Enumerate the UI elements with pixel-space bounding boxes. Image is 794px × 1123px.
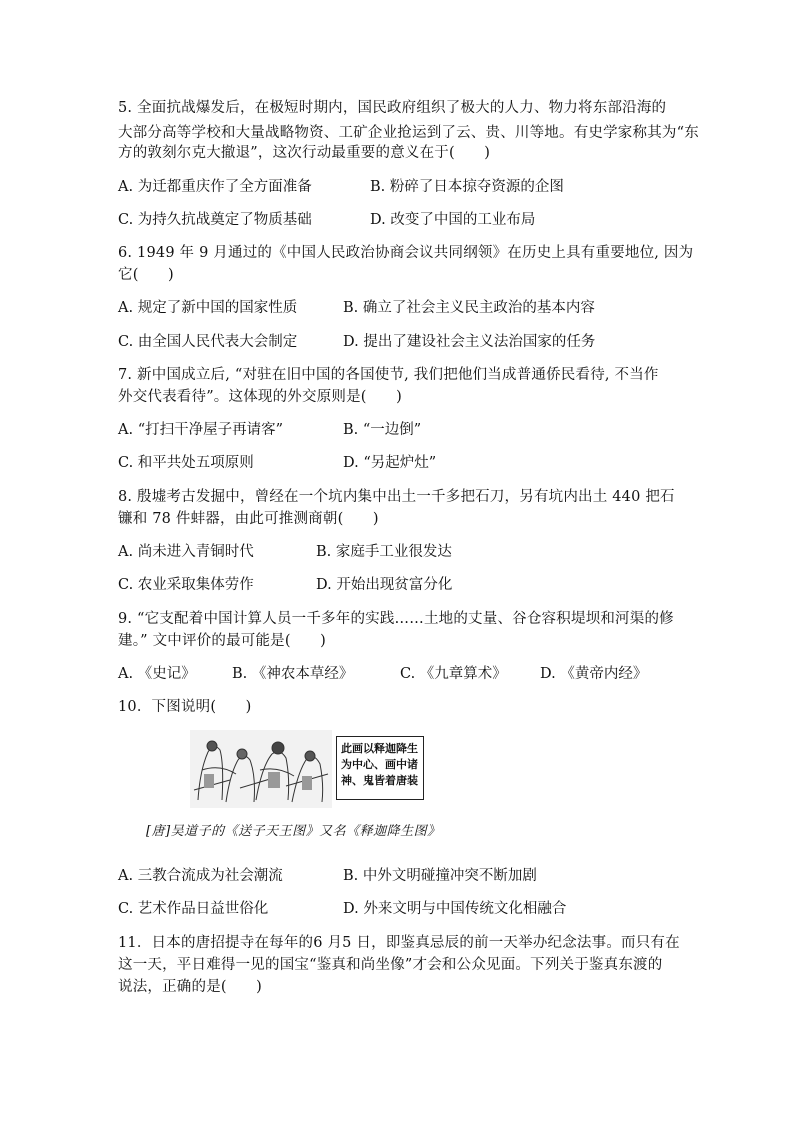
q5-stem-line-1: 5. 全面抗战爆发后，在极短时期内，国民政府组织了极大的人力、物力将东部沿海的: [118, 100, 667, 116]
q6-option-d: D. 提出了建设社会主义法治国家的任务: [343, 334, 596, 350]
q10-stem: 10．下图说明( ): [118, 699, 252, 715]
annotation-line-2: 为中心、画中诸: [341, 758, 418, 771]
q10-option-b: B. 中外文明碰撞冲突不断加剧: [343, 868, 537, 884]
q6-stem-line-1: 6. 1949 年 9 月通过的《中国人民政治协商会议共同纲领》在历史上具有重要地位, 因为: [118, 245, 694, 261]
q5-option-b: B. 粉碎了日本掠夺资源的企图: [370, 179, 564, 195]
q7-option-d: D. “另起炉灶”: [343, 455, 437, 471]
q8-option-b: B. 家庭手工业很发达: [316, 544, 452, 560]
q7-option-a: A. “打扫干净屋子再请客”: [118, 422, 284, 438]
q10-option-d: D. 外来文明与中国传统文化相融合: [343, 901, 567, 917]
annotation-line-3: 神、鬼皆着唐装: [341, 774, 418, 787]
q9-option-b: B. 《神农本草经》: [232, 666, 354, 682]
q6-stem-line-2: 它( ): [118, 267, 174, 283]
q5-option-a: A. 为迁都重庆作了全方面准备: [118, 179, 312, 195]
q7-stem-line-2: 外交代表看待”。这体现的外交原则是( ): [118, 389, 402, 405]
painting-illustration: [190, 730, 332, 808]
q8-option-d: D. 开始出现贫富分化: [316, 577, 453, 593]
q9-option-c: C. 《九章算术》: [400, 666, 507, 682]
q8-option-a: A. 尚未进入青铜时代: [118, 544, 254, 560]
q9-stem-line-1: 9. “它支配着中国计算人员一千多年的实践……土地的丈量、谷仓容积堤坝和河渠的修: [118, 611, 674, 627]
q8-stem-line-2: 镰和 78 件蚌器，由此可推测商朝( ): [118, 511, 379, 527]
q11-stem-line-3: 说法，正确的是( ): [118, 979, 263, 995]
annotation-box: [336, 736, 424, 800]
q8-stem-line-1: 8. 殷墟考古发掘中，曾经在一个坑内集中出土一千多把石刀，另有坑内出土 440 把石: [118, 489, 675, 505]
annotation-line-1: 此画以释迦降生: [341, 742, 418, 755]
q5-stem-line-3: 方的敦刻尔克大撤退”，这次行动最重要的意义在于( ): [118, 145, 491, 161]
q8-option-c: C. 农业采取集体劳作: [118, 577, 254, 593]
q5-option-d: D. 改变了中国的工业布局: [370, 212, 536, 228]
q6-option-a: A. 规定了新中国的国家性质: [118, 300, 298, 316]
q10-option-c: C. 艺术作品日益世俗化: [118, 901, 269, 917]
q9-option-d: D. 《黄帝内经》: [540, 666, 648, 682]
q9-stem-line-2: 建。” 文中评价的最可能是( ): [118, 633, 326, 649]
q11-stem-line-1: 11．日本的唐招提寺在每年的6 月5 日，即鉴真忌辰的前一天举办纪念法事。而只有在: [118, 935, 680, 951]
q9-option-a: A. 《史记》: [118, 666, 196, 682]
q6-option-c: C. 由全国人民代表大会制定: [118, 334, 298, 350]
q5-stem-line-2: 大部分高等学校和大量战略物资、工矿企业抢运到了云、贵、川等地。有史学家称其为“东: [118, 125, 699, 141]
q6-option-b: B. 确立了社会主义民主政治的基本内容: [343, 300, 595, 316]
q5-option-c: C. 为持久抗战奠定了物质基础: [118, 212, 312, 228]
q7-stem-line-1: 7. 新中国成立后, “对驻在旧中国的各国使节, 我们把他们当成普通侨民看待, 不当作: [118, 367, 659, 383]
q7-option-c: C. 和平共处五项原则: [118, 455, 254, 471]
figure-caption: [唐]吴道子的《送子天王图》又名《释迦降生图》: [146, 824, 441, 839]
q10-option-a: A. 三教合流成为社会潮流: [118, 868, 283, 884]
q10-figure: [190, 728, 430, 810]
q7-option-b: B. “一边倒”: [343, 422, 422, 438]
q11-stem-line-2: 这一天，平日难得一见的国宝“鉴真和尚坐像”才会和公众见面。下列关于鉴真东渡的: [118, 957, 663, 973]
